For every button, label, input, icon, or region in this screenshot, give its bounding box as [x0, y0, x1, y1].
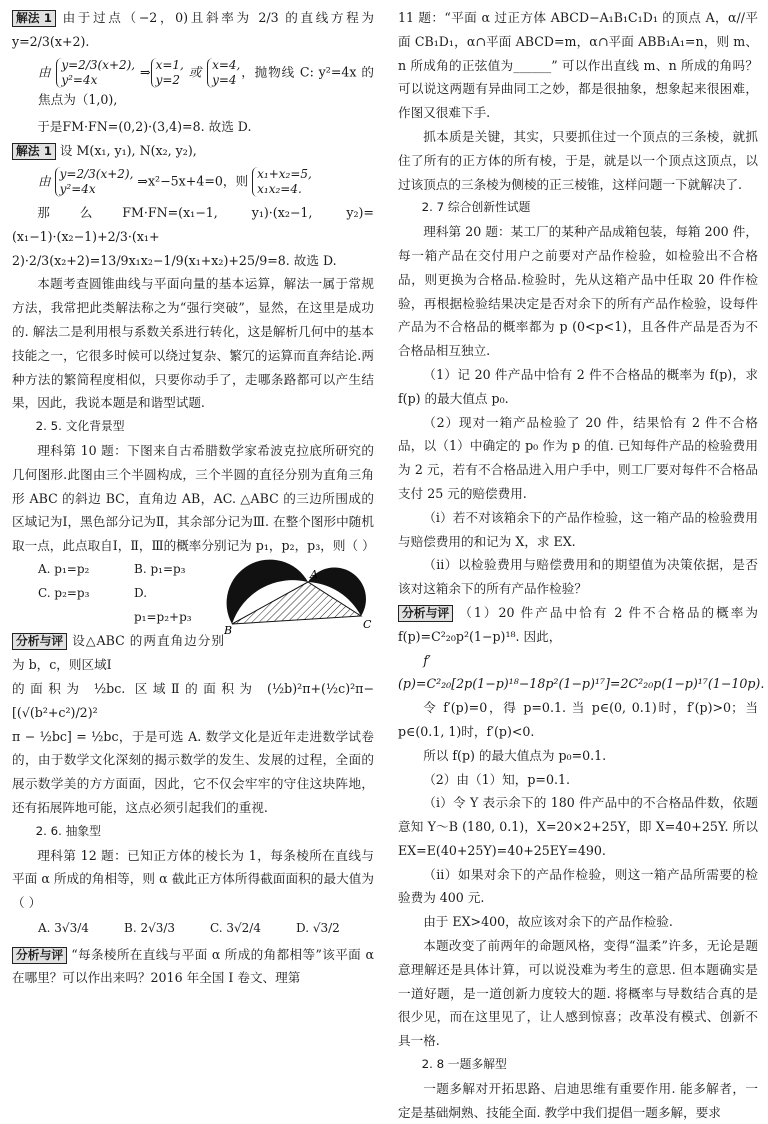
q12-options: [12, 917, 374, 941]
q10-analysis-area: 的面积为 ½bc. 区域Ⅱ的面积为 (½b)²π+(½c)²π−[(√(b²+c²)/2)²: [12, 680, 374, 720]
question-20-part-2-ii: （ii）以检验费用与赔偿费用和的期望值为决策依据，是否该对这箱余下的所有产品作检验？: [398, 557, 758, 597]
q12-option-a: A. 3√3/4: [38, 920, 89, 935]
right-column: [398, 6, 765, 1124]
q10-option-a: A. p₁=p₂: [38, 561, 90, 576]
solution-tag: 解法 1: [12, 10, 56, 27]
left-column: [12, 6, 374, 990]
sol1-para: [12, 6, 374, 54]
sol2-line1: 那么FM·FN=(x₁−1, y₁)·(x₂−1, y₂)=(x₁−1)·(x₂−1)+2/3·(x₁+: [12, 204, 374, 244]
q20-monotonic: 令 f′(p)=0，得 p=0.1. 当 p∈(0, 0.1)时，f′(p)>0；当 p∈(0.1, 1)时，f′(p)<0.: [398, 700, 758, 739]
label-c: C: [363, 617, 372, 631]
q20-conclusion: 由于 EX>400，故应该对余下的产品作检验.: [423, 914, 673, 930]
q12-option-d: D. √3/2: [296, 920, 340, 935]
q10-options-figure-row: [12, 558, 374, 677]
q20-max-point: 所以 f(p) 的最大值点为 p₀=0.1.: [423, 747, 607, 763]
question-20-part-2: （2）现对一箱产品检验了 20 件，结果恰有 2 件不合格品，以（1）中确定的 p₀ 作为 p 的值. 已知每件产品的检验费用为 2 元，若有不合格品进入用户手中，则工厂要对每件不合格品支付 25 元的赔偿费用.: [398, 414, 758, 501]
question-20-part-1: （1）记 20 件产品中恰有 2 件不合格品的概率为 f(p)，求 f(p) 的最大值点 p₀.: [398, 366, 758, 406]
section-2-7-heading: 2. 7 综合创新性试题: [421, 200, 531, 215]
sol1-solution-brace-2: x=4, y=4: [207, 58, 240, 88]
sol1-solution-brace: x=1, y=2: [151, 58, 184, 88]
q10-analysis-end: π − ½bc] = ½bc，于是可选 A. 数学文化是近年走进数学试卷的，由于数学文化深刻的揭示数学的发生、发展的过程，全面的展示数学美的方方面面，因此，它不仅会牢牢的守住这块阵地，还有拓展阵地可能，这点必须引起我们的重视.: [12, 728, 374, 815]
q12-option-b: B. 2√3/3: [124, 920, 176, 935]
question-20: 理科第 20 题：某工厂的某种产品成箱包装，每箱 200 件，每一箱产品在交付用户之前要对产品作检验，如检验出不合格品，则更换为合格品.检验时，先从这箱产品中任取 20 件作检验，再根据检验结果决定是否对余下的所有产品作检验，设每件产品为不合格品的概率都为 p (0<p<1)，且各件产品是否为不合格品相互独立.: [398, 224, 758, 359]
label-a: A: [310, 567, 318, 581]
q20-part-2-i-ans: （i）令 Y 表示余下的 180 件产品中的不合格品件数，依题意知 Y～B (180, 0.1)，X=20×2+25Y，即 X=40+25Y. 所以 EX=E(40+25Y)=40+25EY=490.: [398, 795, 758, 858]
q12-analysis: 分析与评 “每条棱所在直线与平面 α 所成的角都相等”该平面 α 在哪里？可以作出来吗？2016 年全国 I 卷文、理第: [12, 946, 374, 986]
sol2-vieta-brace: x₁+x₂=5, x₁x₂=4.: [252, 167, 312, 197]
hippocrates-lunes-figure: [224, 558, 374, 636]
q20-derivative: f′(p)=C²₂₀[2p(1−p)¹⁸−18p²(1−p)¹⁷]=2C²₂₀p(1−p)¹⁷(1−10p).: [398, 652, 765, 692]
key-insight-para: 抓本质是关键，其实，只要抓住过一个顶点的三条棱，就抓住了所有的正方体的所有棱，于是，就是以一个顶点这顶点，以过该顶点的三条棱为侧棱的正三棱锥，这样问题一下就解决了.: [398, 128, 758, 192]
section-2-5-heading: 2. 5. 文化背景型: [35, 419, 125, 434]
question-12: 理科第 12 题：已知正方体的棱长为 1，每条棱所在直线与平面 α 所成的角相等，则 α 截此正方体所得截面面积的最大值为（ ）: [12, 847, 374, 911]
comment-1: 本题考查圆锥曲线与平面向量的基本运算，解法一属于常规方法，我常把此类解法称之为“强行突破”，显然，在这里是成功的. 解法二是利用根与系数关系进行转化，这是解析几何中的基本技能之一，它很多时候可以绕过复杂、繁冗的运算而直奔结论.两种方法的繁简程度相似，只要你动手了，走哪条路都可以产生结果，因此，我说本题是和谐型试题.: [12, 276, 374, 411]
q10-analysis-start: 分析与评 设△ABC 的两直角边分别为 b，c，则区域Ⅰ: [12, 633, 224, 673]
section-2-8-heading: 2. 8 一题多解型: [421, 1057, 507, 1072]
q10-option-b: B. p₁=p₃: [134, 561, 186, 576]
q20-analysis-start: 分析与评 （1）20 件产品中恰有 2 件不合格品的概率为 f(p)=C²₂₀p²(1−p)¹⁸. 因此，: [398, 604, 758, 644]
q20-part-2-ii-ans: （ii）如果对余下的产品作检验，则这一箱产品所需要的检验费为 400 元.: [398, 866, 758, 906]
sol2-system: 由 y=2/3(x+2), y²=4x ⇒x²−5x+4=0，则 x₁+x₂=5, x₁x₂=4.: [38, 166, 312, 196]
section-2-6-heading: 2. 6. 抽象型: [35, 823, 101, 838]
question-10: 理科第 10 题：下图来自古希腊数学家希波克拉底所研究的几何图形.此图由三个半圆构成，三个半圆的直径分别为直角三角形 ABC 的斜边 BC，直角边 AB，AC. △ABC 的三边所围成的区域记为Ⅰ，黑色部分记为Ⅱ，其余部分记为Ⅲ. 在整个图形中随机取一点，此点取自Ⅰ，Ⅱ，Ⅲ的概率分别记为 p₁，p₂，p₃，则（ ）: [12, 442, 375, 554]
sol1-system: 由 y=2/3(x+2), y²=4x ⇒ x=1, y=2 或 x=4, y=4，抛物线 C: y²=4x 的焦点为（1,0),: [38, 57, 374, 107]
question-20-part-2-i: （i）若不对该箱余下的产品作检验，这一箱产品的检验费用与赔偿费用的和记为 X，求 EX.: [398, 509, 758, 549]
sol1-text: 由于过点（−2，0)且斜率为 2/3 的直线方程为 y=2/3(x+2).: [12, 10, 374, 49]
label-b: B: [224, 623, 233, 636]
comment-2: 本题改变了前两年的命题风格，变得“温柔”许多，无论是题意理解还是具体计算，可以说没难为考生的意思. 但本题确实是一道好题，是一道创新力度较大的题. 将概率与导数结合真的是很少见，而在这里见了，让人感到惊喜；改革没有模式、创新不具一格.: [398, 938, 758, 1049]
sol1-system-brace: y=2/3(x+2), y²=4x: [56, 58, 135, 88]
q10-option-d: D. p₁=p₂+p₃: [134, 585, 192, 624]
sol2-system-brace: y=2/3(x+2), y²=4x: [55, 167, 134, 197]
analysis-tag-3: 分析与评: [398, 605, 453, 622]
q12-option-c: C. 3√2/4: [210, 920, 261, 935]
multi-solution-para: 一题多解对开拓思路、启迪思维有重要作用. 能多解者，一定是基础烔熟、技能全面. 教学中我们提倡一题多解，要求: [398, 1080, 758, 1120]
sol2-line2: 2)·2/3(x₂+2)=13/9x₁x₂−1/9(x₁+x₂)+25/9=8. 故选 D.: [12, 252, 337, 268]
analysis-tag: 分析与评: [12, 633, 67, 650]
sol1-result: 于是FM·FN=(0,2)·(3,4)=8. 故选 D.: [37, 119, 252, 135]
analysis-tag-2: 分析与评: [12, 947, 67, 964]
q11-reference: 11 题：“平面 α 过正方体 ABCD−A₁B₁C₁D₁ 的顶点 A，α//平面 CB₁D₁，α∩平面 ABCD=m，α∩平面 ABB₁A₁=n，则 m、n 所成角的正弦值为______” 可以作出直线 m、n 所成的角吗？可以说这两题有异曲同工之妙，都是很抽象，想象起来很困难，作图又很难下手.: [398, 10, 758, 121]
q10-options: [12, 558, 224, 629]
q10-option-c: C. p₂=p₃: [38, 585, 90, 600]
sol2-para: 解法 1 设 M(x₁, y₁), N(x₂, y₂),: [12, 139, 374, 163]
solution-tag-2: 解法 1: [12, 143, 56, 160]
q20-part-2-ans: （2）由（1）知，p=0.1.: [423, 771, 571, 787]
